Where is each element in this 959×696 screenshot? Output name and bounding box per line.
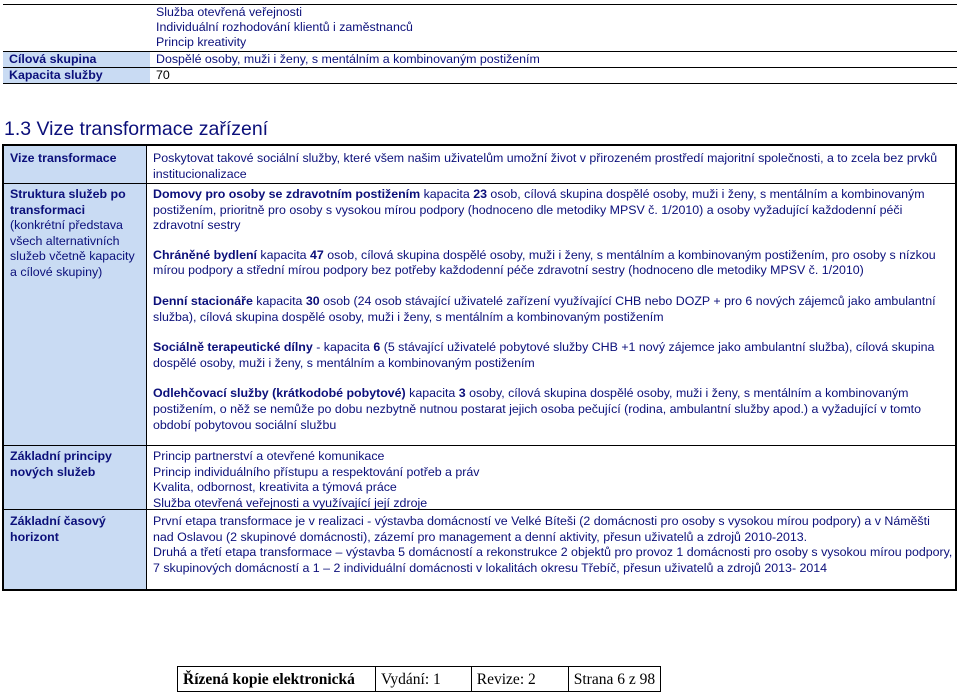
info-key-capacity: Kapacita služby <box>3 67 150 83</box>
service-name: Chráněné bydlení <box>153 247 257 262</box>
service-t1: kapacita <box>405 386 459 401</box>
principle-line: Princip partnerství a otevřené komunikace <box>153 449 385 463</box>
info-key <box>3 35 150 51</box>
info-key <box>3 5 150 21</box>
vision-text: Poskytovat takové sociální služby, které všem našim uživatelům umožní život v přirozeném prostředí majoritní společnosti, a to zcela bez prvků institucionalizace <box>153 151 938 181</box>
principle-line: Princip individuálního přístupu a respektování potřeb a práv <box>153 464 480 479</box>
service-info-table <box>3 4 957 84</box>
info-value-capacity: 70 <box>150 67 957 83</box>
service-capacity: 47 <box>310 247 324 262</box>
timeline-text <box>153 514 953 576</box>
service-desc: osoby, cílová skupina dospělé osoby, muži i ženy, s mentálním a kombinovaným postižením, o něž se nemůže po dobu nezbytně nutnou postarat jejich osoba pečující (rodina, ambulantní služby apod.) a vyžadující v tomto období pobytovou sociální službu <box>153 386 921 432</box>
info-value-target-group: Dospělé osoby, muži i ženy, s mentálním a kombinovaným postižením <box>150 51 957 67</box>
info-row <box>3 35 957 51</box>
row-divider <box>4 183 955 184</box>
footer-page-number: Strana 6 z 98 <box>568 667 660 692</box>
service-desc: (5 stávající uživatelé pobytové služby CHB +1 nový zájemce jako ambulantní služba), cílová skupina dospělé osoby, muži i ženy, s mentálním a kombinovaným postižením <box>153 340 935 370</box>
info-row <box>3 51 957 67</box>
info-key-target-group: Cílová skupina <box>3 51 150 67</box>
service-item <box>153 294 953 325</box>
service-item <box>153 248 953 279</box>
info-key <box>3 20 150 35</box>
footer-revision: Revize: 2 <box>471 667 568 692</box>
service-name: Denní stacionáře <box>153 293 253 308</box>
service-t1: kapacita <box>420 187 474 201</box>
column-divider <box>146 146 147 589</box>
label-principles: Základní principy nových služeb <box>10 449 112 479</box>
service-item <box>153 386 953 433</box>
service-name: Odlehčovací služby (krátkodobé pobytové) <box>153 386 406 401</box>
footer-controlled-copy: Řízená kopie elektronická <box>178 667 376 692</box>
service-capacity: 3 <box>458 386 466 401</box>
info-value: Individuální rozhodování klientů i zaměstnanců <box>156 20 413 35</box>
document-footer <box>177 666 661 692</box>
row-divider <box>4 445 955 446</box>
label-structure-title: Struktura služeb po transformaci <box>10 187 126 217</box>
service-t1: kapacita <box>252 293 306 308</box>
structure-text <box>153 187 953 433</box>
label-structure-note: (konkrétní představa všech alternativních služeb včetně kapacity a cílové skupiny) <box>10 218 135 279</box>
service-t1: - kapacita <box>312 340 374 355</box>
info-row <box>3 67 957 83</box>
info-row <box>3 5 957 21</box>
service-item <box>153 340 953 371</box>
principles-text <box>153 449 953 511</box>
service-capacity: 30 <box>305 293 320 308</box>
service-item <box>153 187 953 234</box>
principle-line: Kvalita, odbornost, kreativita a týmová práce <box>153 480 397 495</box>
label-structure <box>10 187 142 281</box>
footer-issue: Vydání: 1 <box>375 667 471 692</box>
service-capacity: 6 <box>373 340 381 355</box>
label-vision: Vize transformace <box>10 151 117 165</box>
info-value: Princip kreativity <box>156 35 247 50</box>
service-name: Domovy pro osoby se zdravotním postižením <box>153 187 421 201</box>
section-title: 1.3 Vize transformace zařízení <box>4 118 269 140</box>
service-desc: osob (24 osob stávající uživatelé zařízení využívající CHB nebo DOZP + pro 6 nových zájemců jako ambulantní služba), cílová skupina dospělé osoby, muži i ženy, s mentálním a kombinovaným postižením <box>153 293 936 324</box>
vision-table <box>2 144 957 591</box>
label-timeline: Základní časový horizont <box>10 514 106 544</box>
service-t1: kapacita <box>256 247 311 262</box>
info-row <box>3 20 957 35</box>
service-name: Sociálně terapeutické dílny <box>153 340 313 355</box>
service-capacity: 23 <box>473 187 487 201</box>
info-value: Služba otevřená veřejnosti <box>150 5 957 21</box>
timeline-paragraph: První etapa transformace je v realizaci - výstavba domácností ve Velké Bíteši (2 domácnosti pro osoby s vysokou mírou podpory) a v Náměšti nad Oslavou (2 skupinové domácnosti), zázemí pro management a denní aktivity, přesun uživatelů a zdrojů 2010-2013. <box>153 514 930 544</box>
principle-line: Služba otevřená veřejnosti a využívající její zdroje <box>153 495 428 510</box>
service-desc: osob, cílová skupina dospělé osoby, muži i ženy, s mentálním a kombinovaným postižením, pro osoby s nízkou mírou podpory a střední mírou podpory bez potřeby každodenní péče zdravotní sestry (hodnoceno dle metodiky MPSV č. 1/2010) <box>153 247 936 278</box>
service-desc: osob, cílová skupina dospělé osoby, muži i ženy, s mentálním a kombinovaným postižením, prioritně pro osoby s vysokou mírou podpory (hodnoceno dle metodiky MPSV č. 1/2010) a osoby vyžadující každodenní péči zdravotní sestry <box>153 187 925 233</box>
timeline-paragraph: Druhá a třetí etapa transformace – výstavba 5 domácností a rekonstrukce 2 objektů pro provoz 1 domácnosti pro osoby s vysokou mírou podpory, 7 skupinových domácností a 1 – 2 individuální domácnosti v lokalitách okresu Třebíč, přesun uživatelů a zdrojů 2013- 2014 <box>153 545 953 575</box>
